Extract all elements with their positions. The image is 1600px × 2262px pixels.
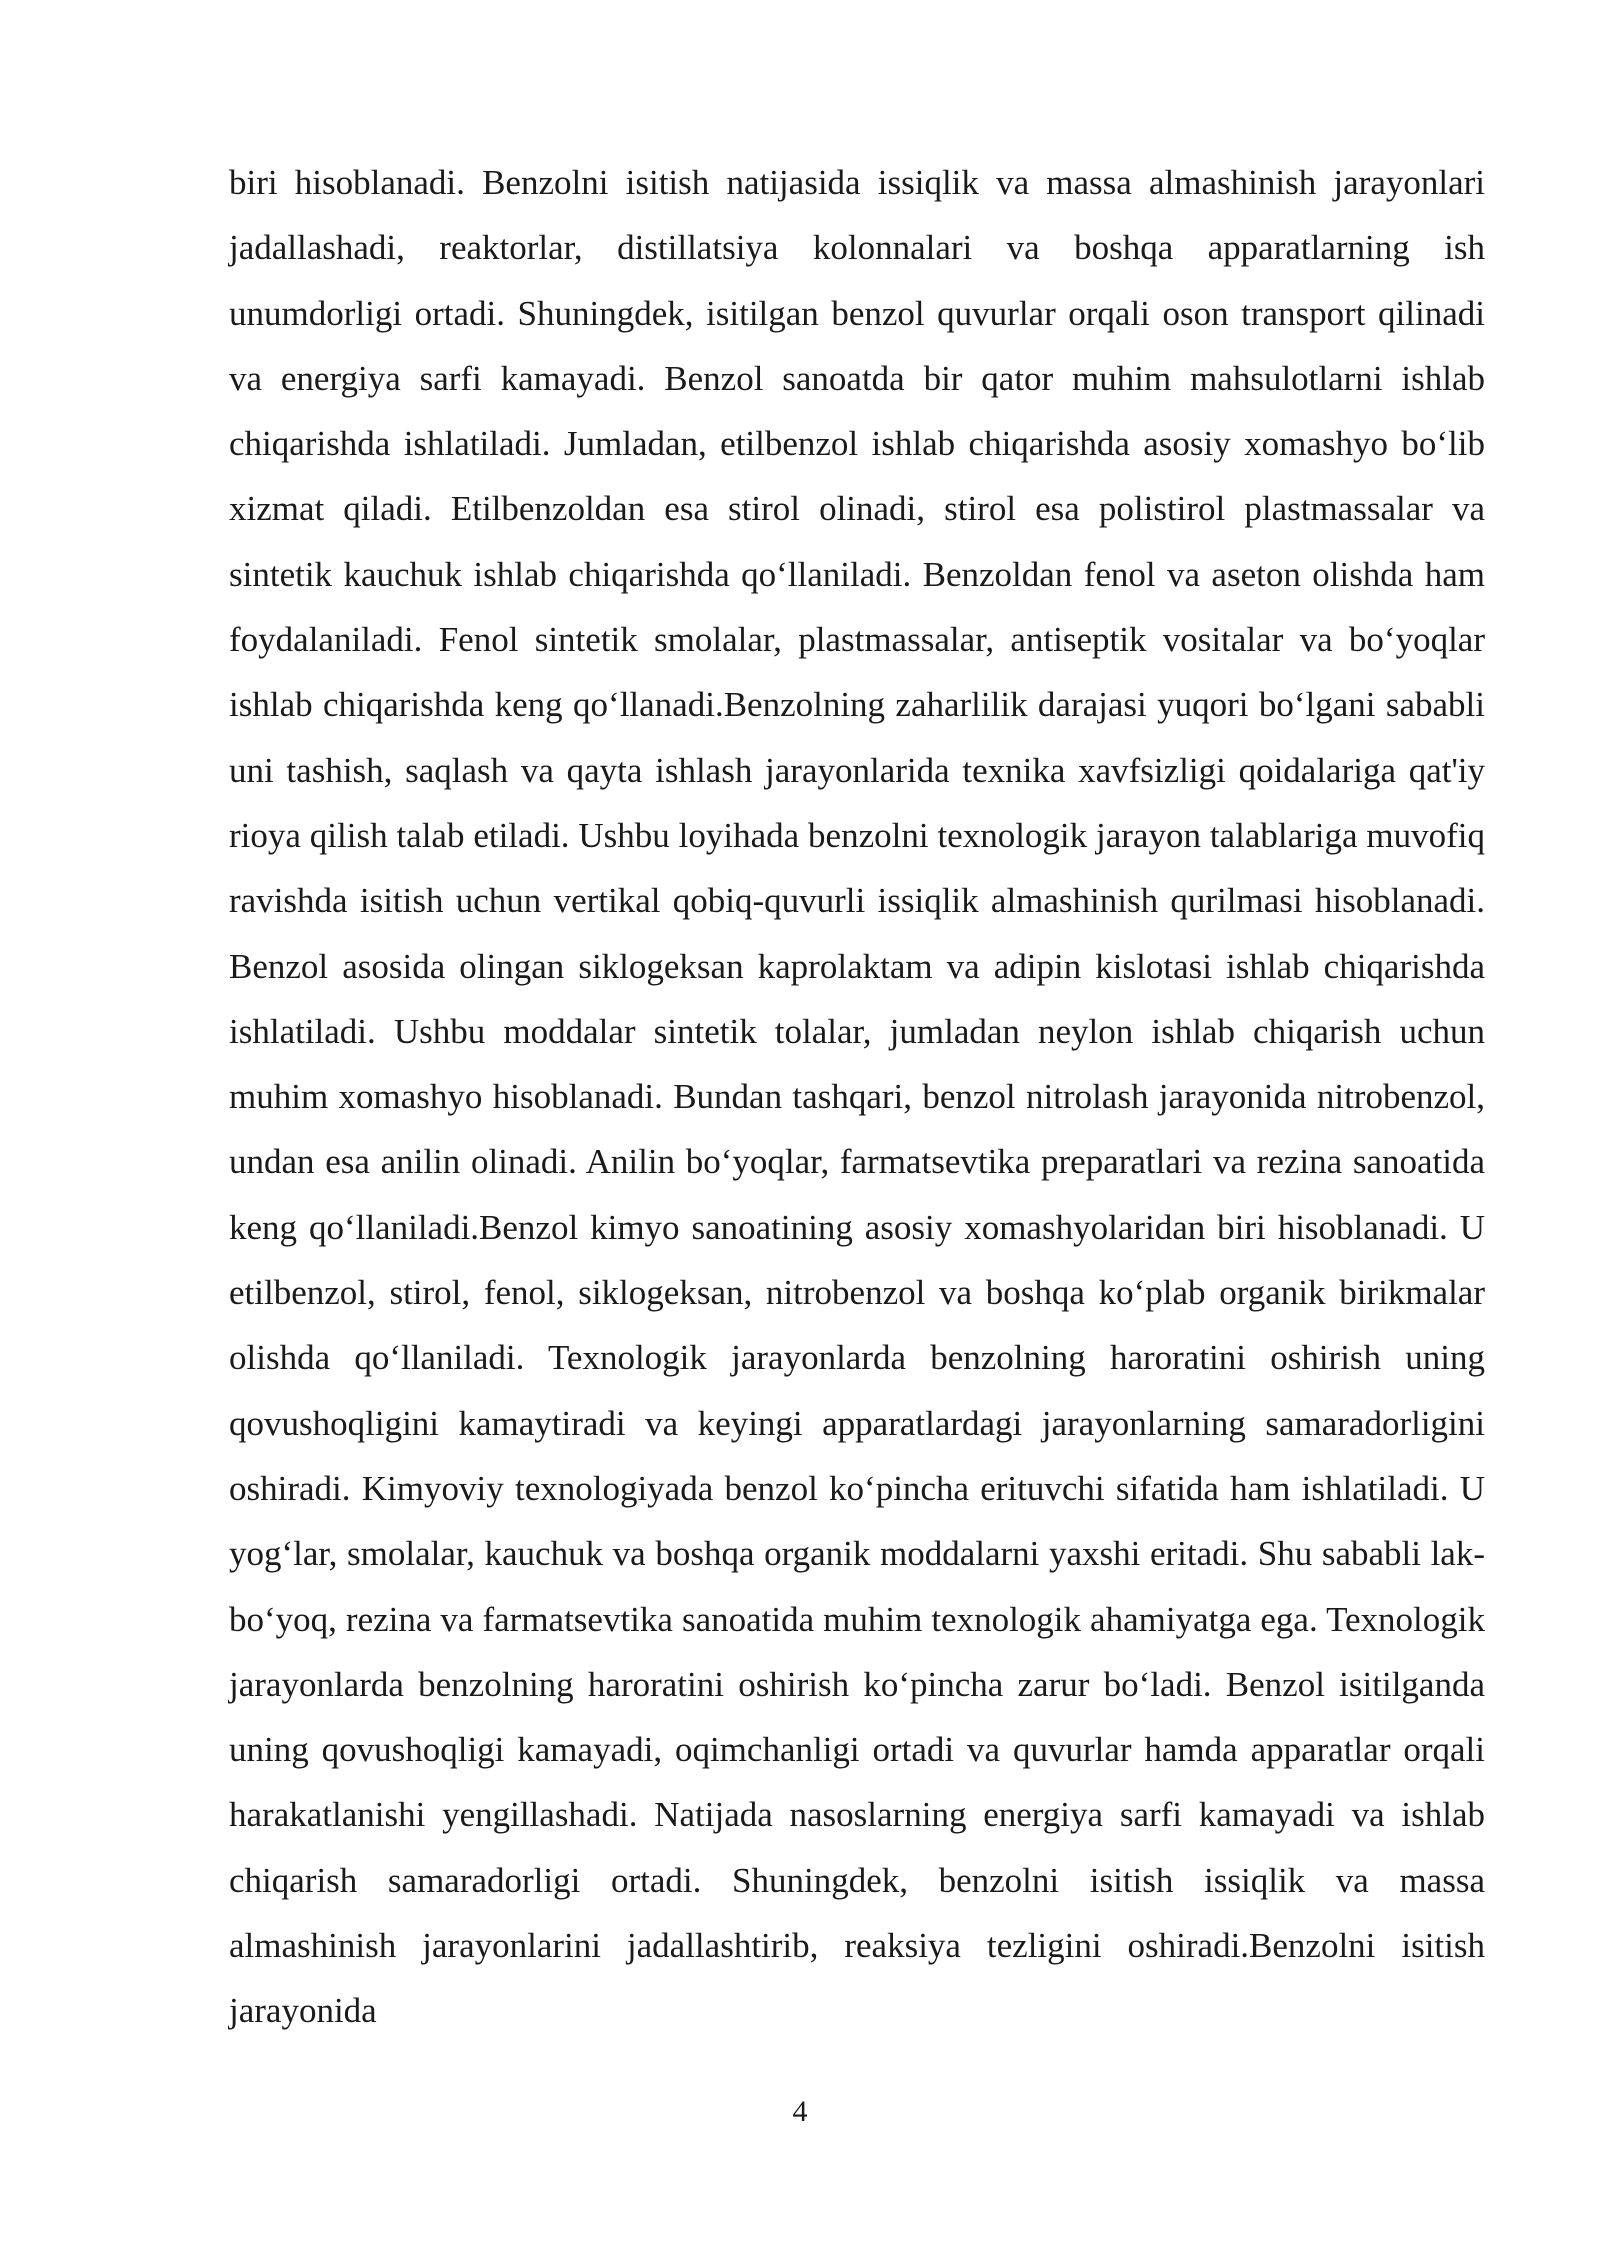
page-number: 4 bbox=[792, 2095, 808, 2128]
body-paragraph: biri hisoblanadi. Benzolni isitish natijasida issiqlik va massa almashinish jarayonlari jadallashadi, reaktorlar, distillatsiya kolonnalari va boshqa apparatlarning ish unumdorligi ortadi. Shuningdek, isitilgan benzol quvurlar orqali oson transport qilinadi va energiya sarfi kamayadi. Benzol sanoatda bir qator muhim mahsulotlarni ishlab chiqarishda ishlatiladi. Jumladan, etilbenzol ishlab chiqarishda asosiy xomashyo bo‘lib xizmat qiladi. Etilbenzoldan esa stirol olinadi, stirol esa polistirol plastmassalar va sintetik kauchuk ishlab chiqarishda qo‘llaniladi. Benzoldan fenol va aseton olishda ham foydalaniladi. Fenol sintetik smolalar, plastmassalar, antiseptik vositalar va bo‘yoqlar ishlab chiqarishda keng qo‘llanadi.Benzolning zaharlilik darajasi yuqori bo‘lgani sababli uni tashish, saqlash va qayta ishlash jarayonlarida texnika xavfsizligi qoidalariga qat'iy rioya qilish talab etiladi. Ushbu loyihada benzolni texnologik jarayon talablariga muvofiq ravishda isitish uchun vertikal qobiq-quvurli issiqlik almashinish qurilmasi hisoblanadi. Benzol asosida olingan siklogeksan kaprolaktam va adipin kislotasi ishlab chiqarishda ishlatiladi. Ushbu moddalar sintetik tolalar, jumladan neylon ishlab chiqarish uchun muhim xomashyo hisoblanadi. Bundan tashqari, benzol nitrolash jarayonida nitrobenzol, undan esa anilin olinadi. Anilin bo‘yoqlar, farmatsevtika preparatlari va rezina sanoatida keng qo‘llaniladi.Benzol kimyo sanoatining asosiy xomashyolaridan biri hisoblanadi. U etilbenzol, stirol, fenol, siklogeksan, nitrobenzol va boshqa ko‘plab organik birikmalar olishda qo‘llaniladi. Texnologik jarayonlarda benzolning haroratini oshirish uning qovushoqligini kamaytiradi va keyingi apparatlardagi jarayonlarning samaradorligini oshiradi. Kimyoviy texnologiyada benzol ko‘pincha erituvchi sifatida ham ishlatiladi. U yog‘lar, smolalar, kauchuk va boshqa organik moddalarni yaxshi eritadi. Shu sababli lak-bo‘yoq, rezina va farmatsevtika sanoatida muhim texnologik ahamiyatga ega. Texnologik jarayonlarda benzolning haroratini oshirish ko‘pincha zarur bo‘ladi. Benzol isitilganda uning qovushoqligi kamayadi, oqimchanligi ortadi va quvurlar hamda apparatlar orqali harakatlanishi yengillashadi. Natijada nasoslarning energiya sarfi kamayadi va ishlab chiqarish samaradorligi ortadi. Shuningdek, benzolni isitish issiqlik va massa almashinish jarayonlarini jadallashtirib, reaksiya tezligini oshiradi.Benzolni isitish jarayonida bbox=[229, 163, 1485, 2031]
